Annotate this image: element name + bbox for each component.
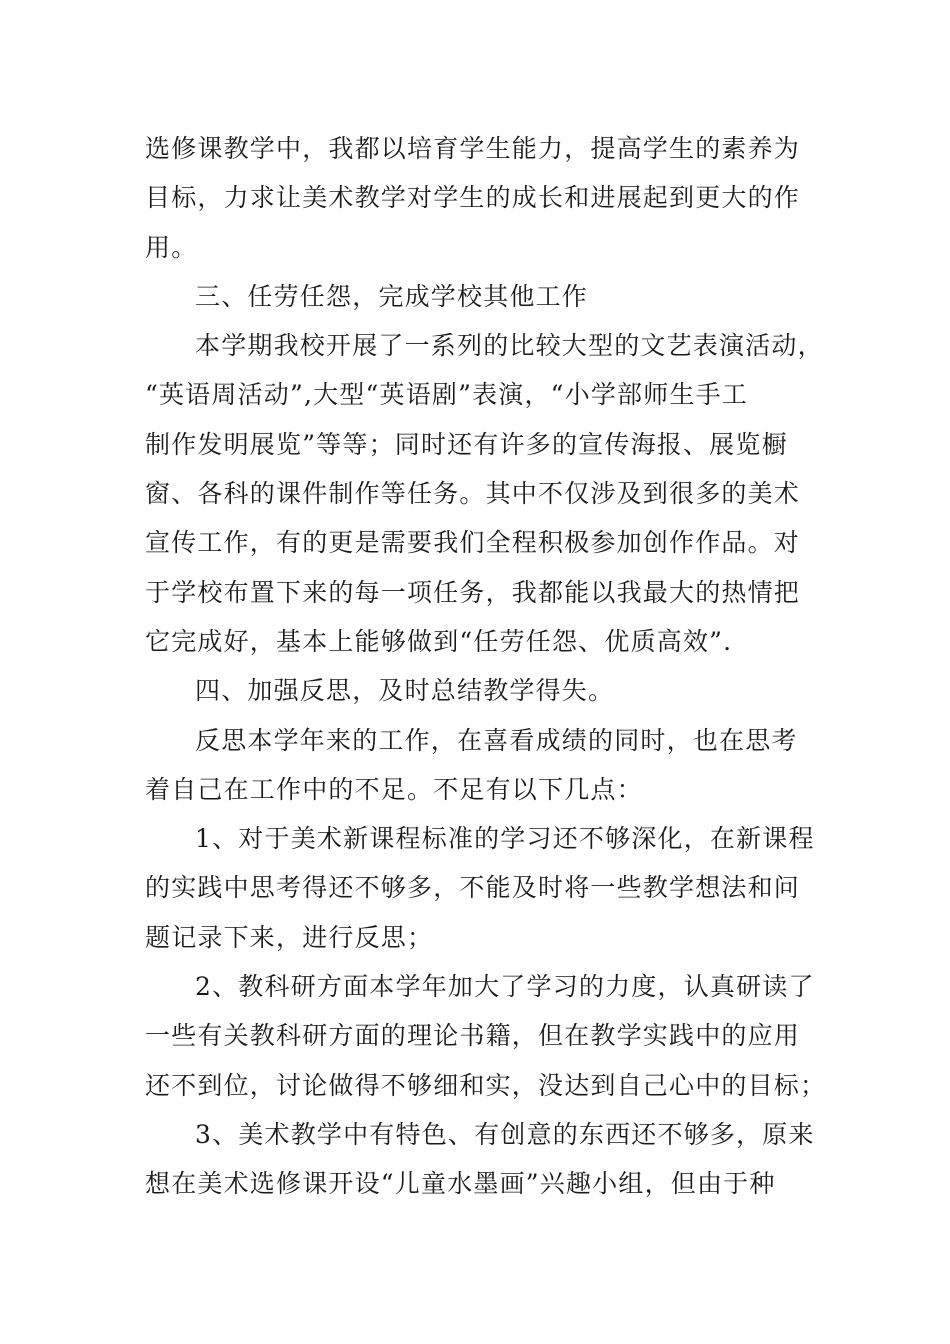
- text-line: “英语周活动”,大型“英语剧”表演，“小学部师生手工: [145, 380, 749, 410]
- text-line: 于学校布置下来的每一项任务，我都能以我最大的热情把: [145, 577, 801, 607]
- text-line: 选修课教学中，我都以培育学生能力，提高学生的素养为: [145, 134, 801, 163]
- text-line: 用。: [145, 232, 198, 262]
- section-heading: 三、任劳任怨，完成学校其他工作: [195, 281, 589, 311]
- list-item-line: 3、美术教学中有特色、有创意的东西还不够多，原来: [195, 1119, 815, 1149]
- text-line: 一些有关教科研方面的理论书籍，但在教学实践中的应用: [145, 1021, 801, 1051]
- section-heading: 四、加强反思，及时总结教学得失。: [195, 676, 615, 706]
- list-item-line: 2、教科研方面本学年加大了学习的力度，认真研读了: [195, 972, 815, 1002]
- text-line: 它完成好，基本上能够做到“任劳任怨、优质高效”.: [145, 626, 733, 656]
- text-line: 还不到位，讨论做得不够细和实，没达到自己心中的目标；: [145, 1070, 827, 1100]
- text-line: 题记录下来，进行反思；: [145, 922, 434, 952]
- text-line: 宣传工作，有的更是需要我们全程积极参加创作作品。对: [145, 528, 801, 558]
- text-line: 反思本学年来的工作，在喜看成绩的同时，也在思考: [195, 725, 798, 755]
- list-item-line: 1、对于美术新课程标准的学习还不够深化，在新课程: [195, 824, 815, 854]
- text-line: 制作发明展览”等等；同时还有许多的宣传海报、展览橱: [145, 429, 788, 459]
- text-line: 着自己在工作中的不足。不足有以下几点：: [145, 774, 643, 804]
- text-line: 想在美术选修课开设“儿童水墨画”兴趣小组，但由于种: [145, 1169, 776, 1199]
- text-line: 目标，力求让美术教学对学生的成长和进展起到更大的作: [145, 183, 801, 213]
- document-body: [145, 124, 827, 1209]
- text-line: 的实践中思考得还不够多，不能及时将一些教学想法和问: [145, 873, 801, 903]
- text-line: 窗、各科的课件制作等任务。其中不仅涉及到很多的美术: [145, 479, 801, 509]
- text-line: 本学期我校开展了一系列的比较大型的文艺表演活动，: [195, 331, 824, 361]
